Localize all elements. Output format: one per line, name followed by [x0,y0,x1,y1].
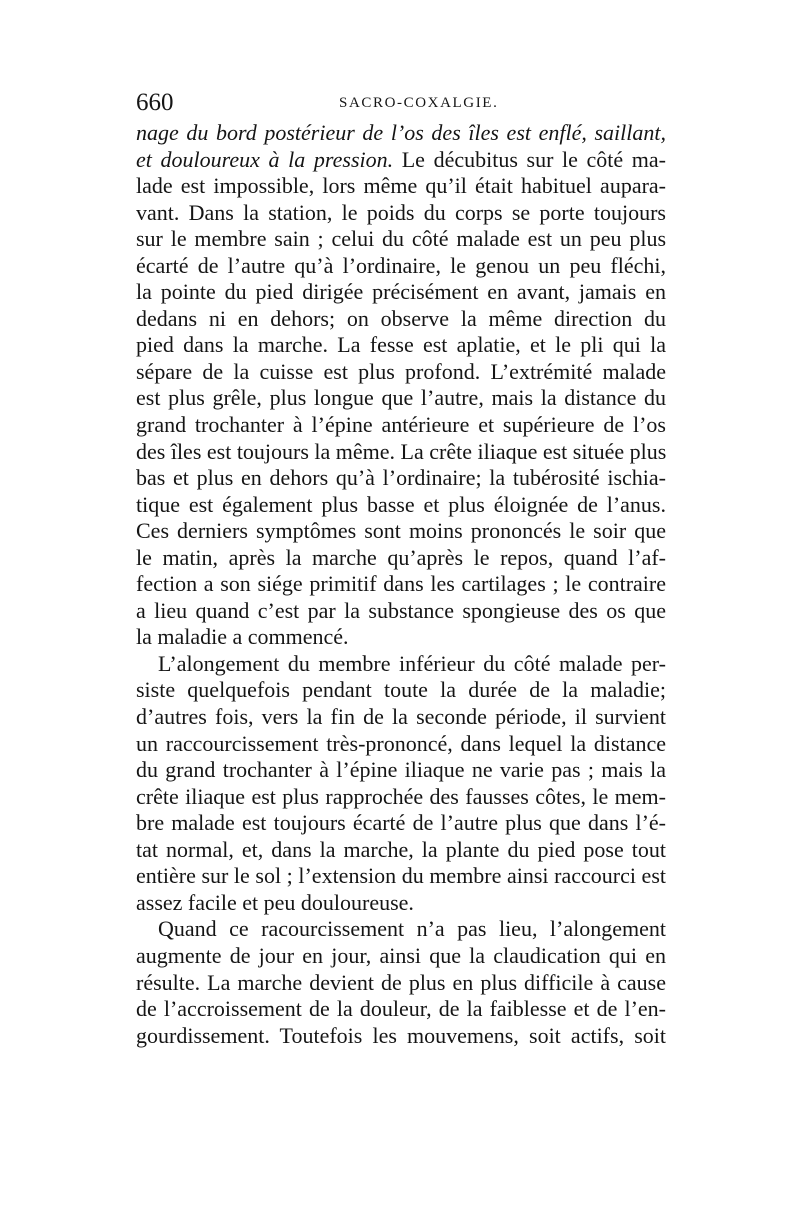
text-line [136,465,666,492]
line-text: fection a son siége primitif dans les cartilages ; le contraire [136,571,666,597]
text-line [136,571,666,598]
line-text: bre malade est toujours écarté de l’autre plus que dans l’é- [136,810,666,836]
line-text: L’alongement du membre inférieur du côté malade per- [158,650,666,676]
line-text: résulte. La marche devient de plus en plus difficile à cause [136,969,666,995]
text-line [136,837,666,864]
text-line [136,518,666,545]
line-text: est plus grêle, plus longue que l’autre, mais la distance du [136,385,666,411]
line-text: du grand trochanter à l’épine iliaque ne varie pas ; mais la [136,757,666,783]
line-text: vant. Dans la station, le poids du corps se porte toujours [136,199,666,225]
line-text: des îles est toujours la même. La crête iliaque est située plus [136,438,667,464]
line-text: assez facile et peu douloureuse. [136,889,414,915]
line-text: gourdissement. Toutefois les mouvemens, soit actifs, soit [136,1022,666,1048]
text-line [136,306,666,333]
line-text: tique est également plus basse et plus éloignée de l’anus. [136,491,666,517]
line-text: la maladie a commencé. [136,624,349,650]
text-line [136,996,666,1023]
text-line [136,677,666,704]
line-text: écarté de l’autre qu’à l’ordinaire, le genou un peu fléchi, [136,252,666,278]
text-line [136,545,666,572]
line-text: un raccourcissement très-prononcé, dans lequel la distance [136,730,666,756]
line-italic-text: et douloureux à la pression. [136,146,394,172]
line-text: d’autres fois, vers la fin de la seconde période, il survient [136,704,666,730]
text-line [136,916,666,943]
text-line [136,651,666,678]
page-number: 660 [136,89,174,116]
text-line [136,598,666,625]
line-text: crête iliaque est plus rapprochée des fausses côtes, le mem- [136,783,666,809]
text-line [136,970,666,997]
line-text: sépare de la cuisse est plus profond. L’extrémité malade [136,358,666,384]
line-text: a lieu quand c’est par la substance spongieuse des os que [136,597,666,623]
text-line [136,439,666,466]
text-line [136,810,666,837]
line-italic-text: nage du bord postérieur de l’os des îles est enflé, saillant, [136,120,666,145]
text-line [136,279,666,306]
text-line [136,226,666,253]
line-text: la pointe du pied dirigée précisément en avant, jamais en [136,279,666,305]
text-line [136,757,666,784]
text-line [136,120,666,147]
line-text-after: Le décubitus sur le côté ma- [393,146,666,172]
line-text: pied dans la marche. La fesse est aplatie, et le pli qui la [136,332,666,358]
text-line [136,890,666,917]
text-line [136,147,666,174]
line-text: siste quelquefois pendant toute la durée de la maladie; [136,677,666,703]
text-line [136,1023,666,1050]
running-title: SACRO-COXALGIE. [339,95,499,111]
line-text: entière sur le sol ; l’extension du membre ainsi raccourci est [136,863,666,889]
text-line [136,943,666,970]
text-line [136,359,666,386]
line-text: bas et plus en dehors qu’à l’ordinaire; la tubérosité ischia- [136,465,666,491]
line-text: grand trochanter à l’épine antérieure et supérieure de l’os [136,412,666,438]
line-text: lade est impossible, lors même qu’il était habituel aupara- [136,173,666,199]
text-line [136,784,666,811]
line-text: Quand ce racourcissement n’a pas lieu, l’alongement [158,916,666,942]
text-line [136,704,666,731]
line-text: augmente de jour en jour, ainsi que la claudication qui en [136,942,666,968]
text-line [136,731,666,758]
line-text: tat normal, et, dans la marche, la plante du pied pose tout [136,836,666,862]
text-line [136,332,666,359]
line-text: dedans ni en dehors; on observe la même direction du [136,305,666,331]
text-line [136,624,666,651]
line-text: le matin, après la marche qu’après le repos, quand l’af- [136,544,666,570]
page-header [136,88,666,118]
text-line [136,385,666,412]
line-text: de l’accroissement de la douleur, de la faiblesse et de l’en- [136,996,666,1022]
line-text: sur le membre sain ; celui du côté malade est un peu plus [136,226,666,252]
line-text: Ces derniers symptômes sont moins prononcés le soir que [136,518,666,544]
text-line [136,253,666,280]
body-text [136,120,666,1049]
text-line [136,173,666,200]
text-line [136,492,666,519]
text-line [136,200,666,227]
text-line [136,412,666,439]
text-line [136,863,666,890]
